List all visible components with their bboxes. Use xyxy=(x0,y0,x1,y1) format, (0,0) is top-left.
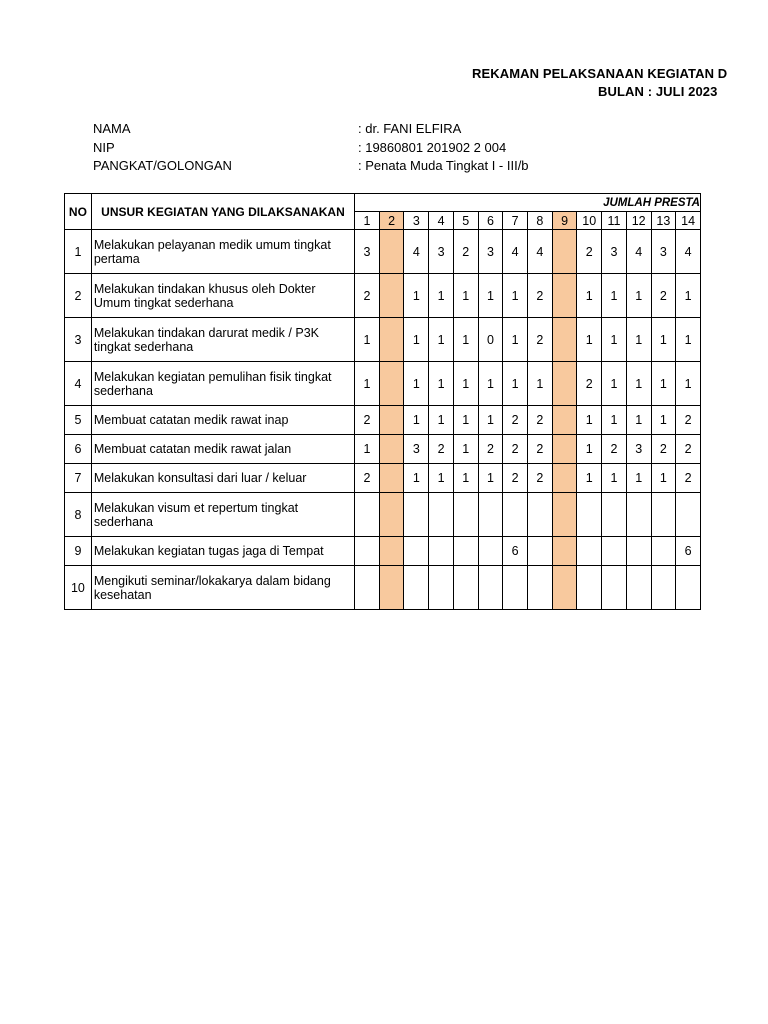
day-value-cell xyxy=(552,435,577,464)
table-row xyxy=(65,464,701,493)
day-value-cell: 1 xyxy=(478,274,503,318)
activity-table xyxy=(64,193,701,610)
table-row xyxy=(65,537,701,566)
activity-description: Membuat catatan medik rawat inap xyxy=(91,406,354,435)
day-value-cell: 6 xyxy=(503,537,528,566)
activity-description: Melakukan tindakan khusus oleh Dokter Umum tingkat sederhana xyxy=(91,274,354,318)
day-value-cell xyxy=(676,566,701,610)
day-value-cell xyxy=(453,493,478,537)
day-value-cell xyxy=(552,493,577,537)
day-value-cell xyxy=(478,493,503,537)
table-row xyxy=(65,230,701,274)
row-number: 9 xyxy=(65,537,92,566)
day-value-cell: 1 xyxy=(429,362,454,406)
info-label: PANGKAT/GOLONGAN xyxy=(93,158,232,173)
day-value-cell: 1 xyxy=(429,406,454,435)
header-jumlah-prestasi: JUMLAH PRESTA xyxy=(355,194,701,212)
day-value-cell: 1 xyxy=(602,318,627,362)
day-value-cell: 3 xyxy=(626,435,651,464)
activity-description: Melakukan kegiatan tugas jaga di Tempat xyxy=(91,537,354,566)
day-header-7: 7 xyxy=(503,212,528,230)
day-value-cell: 1 xyxy=(651,464,676,493)
day-value-cell: 1 xyxy=(676,362,701,406)
day-value-cell: 1 xyxy=(404,362,429,406)
row-number: 10 xyxy=(65,566,92,610)
day-value-cell: 2 xyxy=(651,435,676,464)
day-value-cell xyxy=(355,537,380,566)
info-value: : dr. FANI ELFIRA xyxy=(358,121,462,136)
day-value-cell: 3 xyxy=(355,230,380,274)
day-value-cell xyxy=(478,566,503,610)
table-row xyxy=(65,274,701,318)
day-value-cell xyxy=(379,493,404,537)
day-value-cell xyxy=(379,566,404,610)
day-value-cell: 1 xyxy=(626,362,651,406)
day-header-6: 6 xyxy=(478,212,503,230)
day-value-cell: 1 xyxy=(577,318,602,362)
day-header-13: 13 xyxy=(651,212,676,230)
day-value-cell: 1 xyxy=(602,464,627,493)
day-value-cell: 2 xyxy=(355,464,380,493)
day-value-cell xyxy=(528,537,553,566)
day-value-cell xyxy=(552,566,577,610)
row-number: 5 xyxy=(65,406,92,435)
activity-description: Melakukan visum et repertum tingkat sederhana xyxy=(91,493,354,537)
day-value-cell xyxy=(429,493,454,537)
day-value-cell: 2 xyxy=(676,406,701,435)
day-value-cell: 1 xyxy=(577,464,602,493)
day-value-cell: 2 xyxy=(577,230,602,274)
day-value-cell xyxy=(577,493,602,537)
day-value-cell: 1 xyxy=(602,406,627,435)
day-value-cell: 1 xyxy=(651,406,676,435)
day-value-cell: 2 xyxy=(651,274,676,318)
day-value-cell xyxy=(651,566,676,610)
day-value-cell: 1 xyxy=(602,274,627,318)
day-value-cell: 4 xyxy=(503,230,528,274)
day-value-cell: 1 xyxy=(478,362,503,406)
day-value-cell: 2 xyxy=(602,435,627,464)
activity-description: Membuat catatan medik rawat jalan xyxy=(91,435,354,464)
day-value-cell: 1 xyxy=(453,406,478,435)
day-value-cell: 1 xyxy=(404,406,429,435)
day-value-cell: 1 xyxy=(478,406,503,435)
day-header-12: 12 xyxy=(626,212,651,230)
day-value-cell: 4 xyxy=(626,230,651,274)
day-value-cell: 1 xyxy=(404,318,429,362)
activity-description: Melakukan pelayanan medik umum tingkat pertama xyxy=(91,230,354,274)
day-value-cell: 1 xyxy=(429,464,454,493)
day-value-cell xyxy=(453,537,478,566)
table-row xyxy=(65,318,701,362)
day-value-cell xyxy=(626,537,651,566)
info-label: NAMA xyxy=(93,121,131,136)
day-value-cell: 1 xyxy=(626,318,651,362)
day-value-cell xyxy=(552,406,577,435)
table-row xyxy=(65,435,701,464)
table-row xyxy=(65,362,701,406)
day-value-cell xyxy=(379,464,404,493)
info-label: NIP xyxy=(93,139,115,155)
day-value-cell xyxy=(651,493,676,537)
day-value-cell: 1 xyxy=(503,318,528,362)
day-value-cell: 4 xyxy=(676,230,701,274)
day-value-cell xyxy=(429,566,454,610)
day-header-10: 10 xyxy=(577,212,602,230)
day-value-cell: 1 xyxy=(453,464,478,493)
day-value-cell xyxy=(379,537,404,566)
day-value-cell xyxy=(503,493,528,537)
day-value-cell: 1 xyxy=(453,274,478,318)
day-value-cell xyxy=(626,566,651,610)
activity-description: Melakukan kegiatan pemulihan fisik tingkat sederhana xyxy=(91,362,354,406)
day-value-cell: 3 xyxy=(478,230,503,274)
day-value-cell xyxy=(379,406,404,435)
day-value-cell xyxy=(379,362,404,406)
day-value-cell xyxy=(528,493,553,537)
day-value-cell: 2 xyxy=(429,435,454,464)
day-value-cell xyxy=(355,566,380,610)
row-number: 2 xyxy=(65,274,92,318)
day-value-cell xyxy=(602,566,627,610)
day-value-cell: 2 xyxy=(503,464,528,493)
report-month: BULAN : JULI 2023 xyxy=(598,84,718,99)
day-value-cell: 3 xyxy=(602,230,627,274)
day-value-cell xyxy=(528,566,553,610)
day-value-cell: 1 xyxy=(503,362,528,406)
day-value-cell xyxy=(651,537,676,566)
day-value-cell: 1 xyxy=(577,406,602,435)
row-number: 3 xyxy=(65,318,92,362)
day-value-cell: 4 xyxy=(404,230,429,274)
day-value-cell: 1 xyxy=(577,435,602,464)
day-value-cell: 1 xyxy=(355,318,380,362)
row-number: 7 xyxy=(65,464,92,493)
day-value-cell xyxy=(552,537,577,566)
report-title: REKAMAN PELAKSANAAN KEGIATAN D xyxy=(472,66,728,81)
day-header-3: 3 xyxy=(404,212,429,230)
activity-table-wrapper xyxy=(64,193,701,633)
day-value-cell xyxy=(552,464,577,493)
day-value-cell: 2 xyxy=(528,318,553,362)
day-value-cell xyxy=(478,537,503,566)
header-no: NO xyxy=(65,194,92,230)
day-value-cell: 1 xyxy=(404,274,429,318)
day-value-cell: 1 xyxy=(577,274,602,318)
day-value-cell xyxy=(577,537,602,566)
day-value-cell: 1 xyxy=(355,435,380,464)
day-value-cell xyxy=(404,493,429,537)
day-value-cell: 2 xyxy=(453,230,478,274)
day-value-cell xyxy=(453,566,478,610)
day-value-cell xyxy=(429,537,454,566)
day-value-cell: 2 xyxy=(503,406,528,435)
day-value-cell xyxy=(602,537,627,566)
day-value-cell xyxy=(602,493,627,537)
day-value-cell: 1 xyxy=(355,362,380,406)
day-header-4: 4 xyxy=(429,212,454,230)
day-value-cell xyxy=(379,318,404,362)
day-value-cell: 2 xyxy=(528,274,553,318)
day-value-cell: 1 xyxy=(429,318,454,362)
day-value-cell: 1 xyxy=(478,464,503,493)
day-value-cell: 4 xyxy=(528,230,553,274)
day-value-cell: 2 xyxy=(577,362,602,406)
table-body xyxy=(65,230,701,610)
day-header-5: 5 xyxy=(453,212,478,230)
day-value-cell: 1 xyxy=(453,362,478,406)
day-value-cell: 2 xyxy=(478,435,503,464)
activity-description: Melakukan konsultasi dari luar / keluar xyxy=(91,464,354,493)
table-row xyxy=(65,406,701,435)
day-value-cell xyxy=(552,362,577,406)
day-value-cell: 1 xyxy=(404,464,429,493)
row-number: 1 xyxy=(65,230,92,274)
day-value-cell xyxy=(552,274,577,318)
info-value: : 19860801 201902 2 004 xyxy=(358,139,507,155)
day-value-cell: 6 xyxy=(676,537,701,566)
day-value-cell: 0 xyxy=(478,318,503,362)
day-header-9: 9 xyxy=(552,212,577,230)
day-header-8: 8 xyxy=(528,212,553,230)
day-value-cell: 2 xyxy=(676,435,701,464)
day-value-cell: 1 xyxy=(651,362,676,406)
day-value-cell: 1 xyxy=(453,435,478,464)
day-value-cell: 1 xyxy=(626,464,651,493)
day-value-cell: 1 xyxy=(626,274,651,318)
activity-description: Mengikuti seminar/lokakarya dalam bidang kesehatan xyxy=(91,566,354,610)
row-number: 6 xyxy=(65,435,92,464)
day-header-14: 14 xyxy=(676,212,701,230)
row-number: 8 xyxy=(65,493,92,537)
info-value: : Penata Muda Tingkat I - III/b xyxy=(358,158,529,173)
day-value-cell: 2 xyxy=(528,435,553,464)
day-value-cell: 2 xyxy=(676,464,701,493)
day-value-cell: 1 xyxy=(626,406,651,435)
day-value-cell xyxy=(552,230,577,274)
day-value-cell xyxy=(676,493,701,537)
day-value-cell: 3 xyxy=(651,230,676,274)
day-value-cell xyxy=(404,537,429,566)
day-value-cell: 1 xyxy=(429,274,454,318)
header-unsur-kegiatan: UNSUR KEGIATAN YANG DILAKSANAKAN xyxy=(91,194,354,230)
day-value-cell: 2 xyxy=(355,406,380,435)
day-value-cell: 1 xyxy=(676,318,701,362)
table-row xyxy=(65,493,701,537)
day-value-cell xyxy=(379,435,404,464)
day-value-cell xyxy=(379,230,404,274)
day-value-cell: 3 xyxy=(429,230,454,274)
day-header-2: 2 xyxy=(379,212,404,230)
row-number: 4 xyxy=(65,362,92,406)
day-value-cell xyxy=(355,493,380,537)
day-value-cell: 3 xyxy=(404,435,429,464)
activity-description: Melakukan tindakan darurat medik / P3K tingkat sederhana xyxy=(91,318,354,362)
day-value-cell: 2 xyxy=(355,274,380,318)
day-value-cell: 1 xyxy=(453,318,478,362)
day-value-cell: 1 xyxy=(602,362,627,406)
day-value-cell xyxy=(404,566,429,610)
day-value-cell: 2 xyxy=(503,435,528,464)
day-value-cell xyxy=(503,566,528,610)
report-title-block xyxy=(300,62,728,102)
day-value-cell: 2 xyxy=(528,464,553,493)
day-value-cell xyxy=(577,566,602,610)
day-value-cell xyxy=(626,493,651,537)
day-header-11: 11 xyxy=(602,212,627,230)
day-value-cell: 1 xyxy=(528,362,553,406)
table-row xyxy=(65,566,701,610)
day-value-cell xyxy=(552,318,577,362)
day-header-1: 1 xyxy=(355,212,380,230)
day-value-cell: 2 xyxy=(528,406,553,435)
day-value-cell: 1 xyxy=(676,274,701,318)
day-value-cell: 1 xyxy=(651,318,676,362)
day-value-cell: 1 xyxy=(503,274,528,318)
day-value-cell xyxy=(379,274,404,318)
